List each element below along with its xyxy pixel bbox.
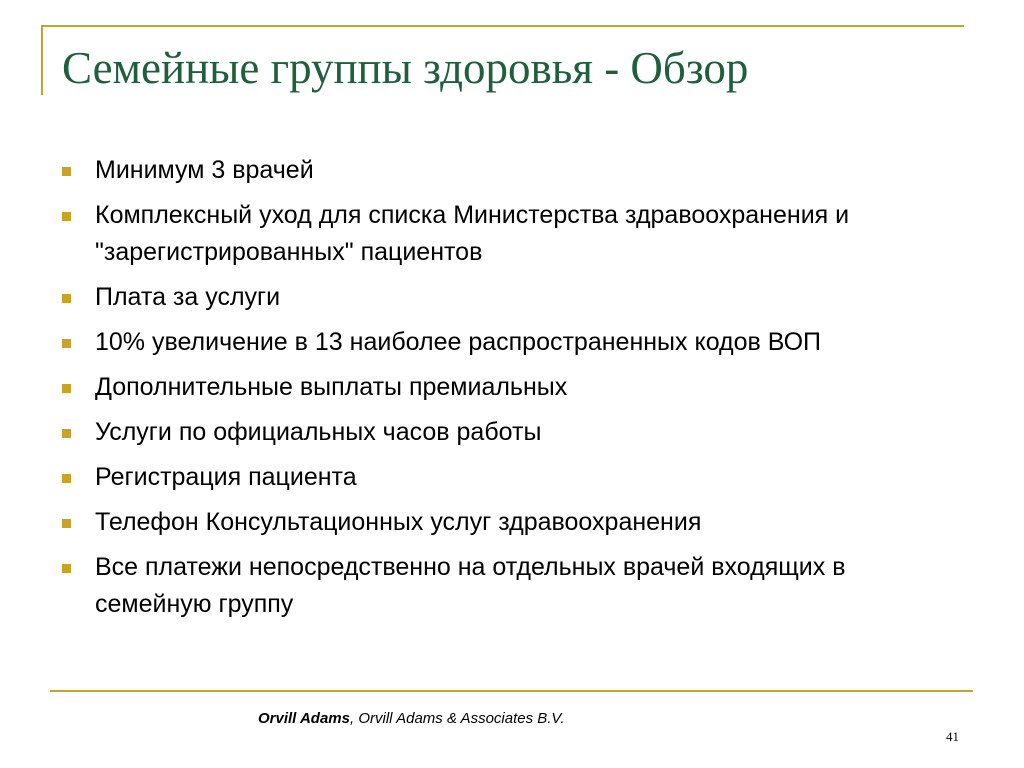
bullet-item <box>62 369 962 406</box>
bullet-item <box>62 459 962 496</box>
square-bullet-icon <box>62 294 71 303</box>
bullet-text: 10% увеличение в 13 наиболее распространенных кодов ВОП <box>95 328 822 356</box>
bullet-item <box>62 279 962 316</box>
bullet-text: Дополнительные выплаты премиальных <box>95 373 568 401</box>
bullet-item <box>62 197 962 271</box>
bullet-text: Минимум 3 врачей <box>95 156 314 184</box>
bottom-rule-divider <box>50 690 973 692</box>
square-bullet-icon <box>62 212 71 221</box>
bullet-text: Телефон Консультационных услуг здравоохранения <box>95 508 702 536</box>
bullet-text: Услуги по официальных часов работы <box>95 418 542 446</box>
bullet-item <box>62 549 962 623</box>
bullet-item <box>62 504 962 541</box>
square-bullet-icon <box>62 384 71 393</box>
page-number: 41 <box>946 729 959 744</box>
left-rule-divider <box>41 25 43 95</box>
square-bullet-icon <box>62 519 71 528</box>
slide-title: Семейные группы здоровья - Обзор <box>62 43 749 93</box>
bullet-list <box>62 152 962 631</box>
square-bullet-icon <box>62 474 71 483</box>
bullet-text: Регистрация пациента <box>95 463 357 491</box>
bullet-item <box>62 324 962 361</box>
bullet-item <box>62 414 962 451</box>
bullet-item <box>62 152 962 189</box>
square-bullet-icon <box>62 564 71 573</box>
square-bullet-icon <box>62 429 71 438</box>
footer-credit <box>258 710 565 727</box>
bullet-text: Плата за услуги <box>95 283 281 311</box>
square-bullet-icon <box>62 339 71 348</box>
footer-company: , Orvill Adams & Associates B.V. <box>349 710 565 727</box>
square-bullet-icon <box>62 167 71 176</box>
bullet-text: Комплексный уход для списка Министерства здравоохранения и "зарегистрированных" пациентов <box>95 201 850 266</box>
footer-author: Orvill Adams <box>258 710 350 727</box>
bullet-text: Все платежи непосредственно на отдельных врачей входящих в семейную группу <box>95 553 846 618</box>
top-rule-divider <box>41 25 964 27</box>
